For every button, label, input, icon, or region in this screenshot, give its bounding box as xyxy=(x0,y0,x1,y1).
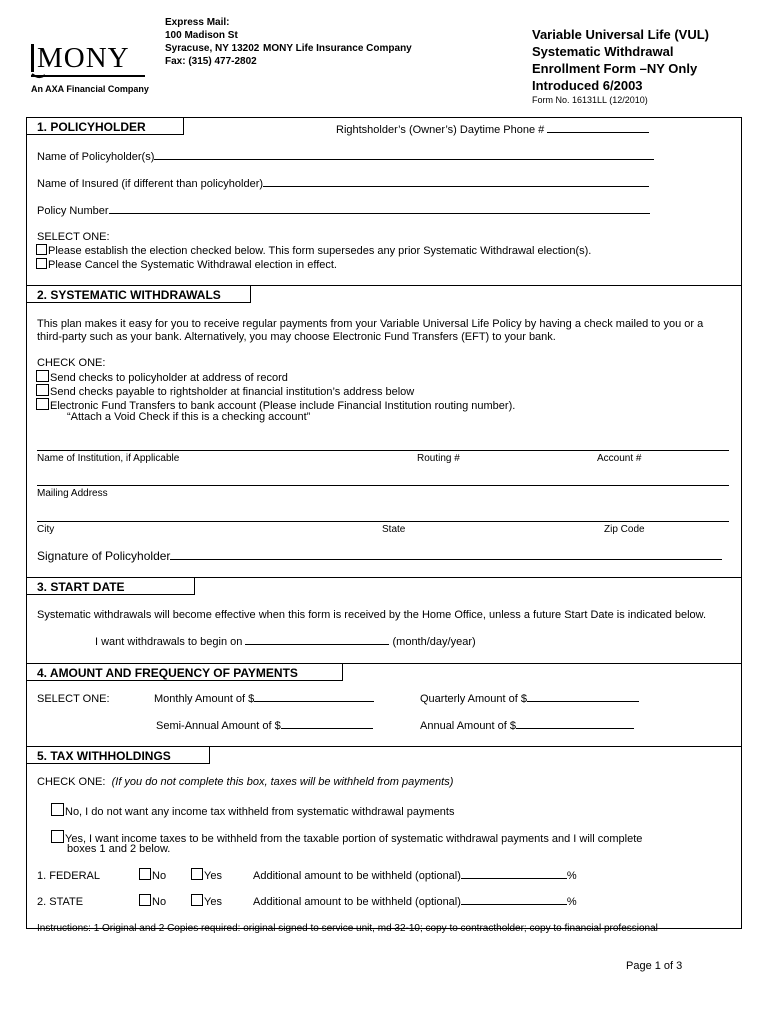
section1-option1-row xyxy=(36,244,591,257)
state-no-label: No xyxy=(152,896,167,908)
tax-check-one-label: CHECK ONE: xyxy=(37,776,106,788)
phone-label-text: Rightsholder’s (Owner’s) Daytime Phone # xyxy=(336,124,545,136)
federal-no-label: No xyxy=(152,870,167,882)
state-additional-field[interactable] xyxy=(461,904,567,905)
section2-option1-row xyxy=(36,370,288,384)
account-label: Account # xyxy=(597,453,642,464)
section3-title: 3. START DATE xyxy=(27,578,195,595)
company-name: MONY Life Insurance Company xyxy=(263,43,412,54)
city-label: City xyxy=(37,524,55,535)
signature-row xyxy=(37,549,722,563)
federal-additional-field[interactable] xyxy=(461,878,567,879)
federal-label: 1. FEDERAL xyxy=(37,870,100,882)
tax-check-one-note: (If you do not complete this box, taxes will be withheld from payments) xyxy=(111,776,454,788)
state-percent: % xyxy=(566,896,577,908)
policyholder-name-label: Name of Policyholder(s) xyxy=(37,151,155,163)
section4-title: 4. AMOUNT AND FREQUENCY OF PAYMENTS xyxy=(27,664,343,681)
policyholder-name-field[interactable] xyxy=(154,159,654,160)
mailing-address-line[interactable] xyxy=(37,485,729,486)
form-title-line3: Enrollment Form –NY Only xyxy=(532,61,698,76)
checks-to-policyholder-label: Send checks to policyholder at address of record xyxy=(50,372,288,384)
phone-field[interactable] xyxy=(547,132,649,133)
state-no-checkbox[interactable] xyxy=(139,894,151,906)
federal-additional-label: Additional amount to be withheld (optional) xyxy=(253,870,461,882)
institution-line[interactable] xyxy=(37,450,729,451)
establish-election-checkbox[interactable] xyxy=(36,244,47,255)
establish-election-label: Please establish the election checked below. This form supersedes any prior Systematic Withdrawal election(s). xyxy=(48,245,592,257)
fax-number: Fax: (315) 477-2802 xyxy=(165,56,257,67)
checks-to-policyholder-checkbox[interactable] xyxy=(36,370,49,382)
start-date-text: Systematic withdrawals will become effective when this form is received by the Home Office, unless a future Start Date is indicated below. xyxy=(37,609,707,621)
state-yes-label: Yes xyxy=(204,896,222,908)
section2-intro-line1: This plan makes it easy for you to receive regular payments from your Variable Universal Life Policy by having a check mailed to you or a xyxy=(37,318,704,330)
signature-label: Signature of Policyholder xyxy=(37,549,171,563)
policy-number-row xyxy=(37,205,650,217)
form-title-line4: Introduced 6/2003 xyxy=(532,78,643,93)
state-label: State xyxy=(382,524,406,535)
form-title-line1: Variable Universal Life (VUL) xyxy=(532,27,710,42)
section1-title: 1. POLICYHOLDER xyxy=(27,118,184,135)
insured-name-field[interactable] xyxy=(263,186,649,187)
annual-row xyxy=(420,720,634,732)
no-withholding-label: No, I do not want any income tax withheld from systematic withdrawal payments xyxy=(65,806,455,818)
logo-text: MONY xyxy=(37,42,130,74)
logo-tagline: An AXA Financial Company xyxy=(31,84,149,94)
no-withholding-row xyxy=(51,803,454,818)
void-check-note: “Attach a Void Check if this is a checking account” xyxy=(67,411,311,423)
semiannual-label: Semi-Annual Amount of $ xyxy=(156,720,281,732)
eft-checkbox[interactable] xyxy=(36,398,49,410)
mony-logo xyxy=(31,42,145,82)
section2-intro-line2: third-party such as your bank. Alternatively, you may choose Electronic Fund Transfers (EFT) to your bank. xyxy=(37,331,556,343)
checks-to-rightsholder-checkbox[interactable] xyxy=(36,384,49,396)
phone-label xyxy=(336,124,649,136)
form-number: Form No. 16131LL (12/2010) xyxy=(532,95,648,105)
annual-label: Annual Amount of $ xyxy=(420,720,517,732)
cancel-election-label: Please Cancel the Systematic Withdrawal election in effect. xyxy=(48,259,337,271)
monthly-amount-field[interactable] xyxy=(254,701,374,702)
policy-number-label: Policy Number xyxy=(37,205,109,217)
page-number: Page 1 of 3 xyxy=(626,960,683,972)
instructions-text: Instructions: 1 Original and 2 Copies required: original signed to service unit, md 32-10; copy to contractholder; copy to financial professional xyxy=(37,923,658,934)
start-date-format: (month/day/year) xyxy=(392,636,476,648)
signature-field[interactable] xyxy=(170,559,722,560)
annual-amount-field[interactable] xyxy=(516,728,634,729)
tax-check-one-row xyxy=(37,776,453,788)
policyholder-name-row xyxy=(37,151,654,163)
quarterly-label: Quarterly Amount of $ xyxy=(420,693,527,705)
section1-option2-row xyxy=(36,258,337,271)
section1-select-one: SELECT ONE: xyxy=(37,231,110,243)
monthly-row xyxy=(154,693,374,705)
state-additional-row xyxy=(253,896,577,908)
institution-label: Name of Institution, if Applicable xyxy=(37,453,180,464)
semiannual-amount-field[interactable] xyxy=(281,728,373,729)
quarterly-row xyxy=(420,693,639,705)
section2-option2-row xyxy=(36,384,414,398)
insured-name-label: Name of Insured (if different than policyholder) xyxy=(37,178,264,190)
city-state-zip-line[interactable] xyxy=(37,521,729,522)
section2-option3-row xyxy=(36,398,515,412)
yes-withholding-checkbox[interactable] xyxy=(51,830,64,843)
address-line1: 100 Madison St xyxy=(165,30,238,41)
checks-to-rightsholder-label: Send checks payable to rightsholder at financial institution’s address below xyxy=(50,386,415,398)
yes-withholding-line2: boxes 1 and 2 below. xyxy=(67,843,171,855)
form-title-line2: Systematic Withdrawal xyxy=(532,44,674,59)
zip-label: Zip Code xyxy=(604,524,645,535)
semiannual-row xyxy=(156,720,373,732)
section2-title: 2. SYSTEMATIC WITHDRAWALS xyxy=(27,286,251,303)
policy-number-field[interactable] xyxy=(109,213,650,214)
quarterly-amount-field[interactable] xyxy=(527,701,639,702)
section4-select-one: SELECT ONE: xyxy=(37,693,110,705)
mailing-address-label: Mailing Address xyxy=(37,488,108,499)
cancel-election-checkbox[interactable] xyxy=(36,258,47,269)
federal-yes-checkbox[interactable] xyxy=(191,868,203,880)
eft-label: Electronic Fund Transfers to bank account (Please include Financial Institution routing number). xyxy=(50,400,516,412)
section5-title: 5. TAX WITHHOLDINGS xyxy=(27,747,210,764)
state-additional-label: Additional amount to be withheld (optional) xyxy=(253,896,461,908)
yes-withholding-label: Yes, I want income taxes to be withheld from the taxable portion of systematic withdrawal payments and I will complete xyxy=(65,833,643,845)
monthly-label: Monthly Amount of $ xyxy=(154,693,255,705)
start-date-row xyxy=(95,636,476,648)
express-mail-label: Express Mail: xyxy=(165,17,230,28)
federal-percent: % xyxy=(566,870,577,882)
start-date-field[interactable] xyxy=(245,644,389,645)
routing-label: Routing # xyxy=(417,453,460,464)
federal-no-checkbox[interactable] xyxy=(139,868,151,880)
federal-additional-row xyxy=(253,870,577,882)
start-date-label: I want withdrawals to begin on xyxy=(95,636,243,648)
federal-yes-label: Yes xyxy=(204,870,222,882)
section2-check-one: CHECK ONE: xyxy=(37,357,106,369)
no-withholding-checkbox[interactable] xyxy=(51,803,64,816)
insured-name-row xyxy=(37,178,649,190)
address-line2: Syracuse, NY 13202 xyxy=(165,43,260,54)
state-yes-checkbox[interactable] xyxy=(191,894,203,906)
state-tax-label: 2. STATE xyxy=(37,896,84,908)
